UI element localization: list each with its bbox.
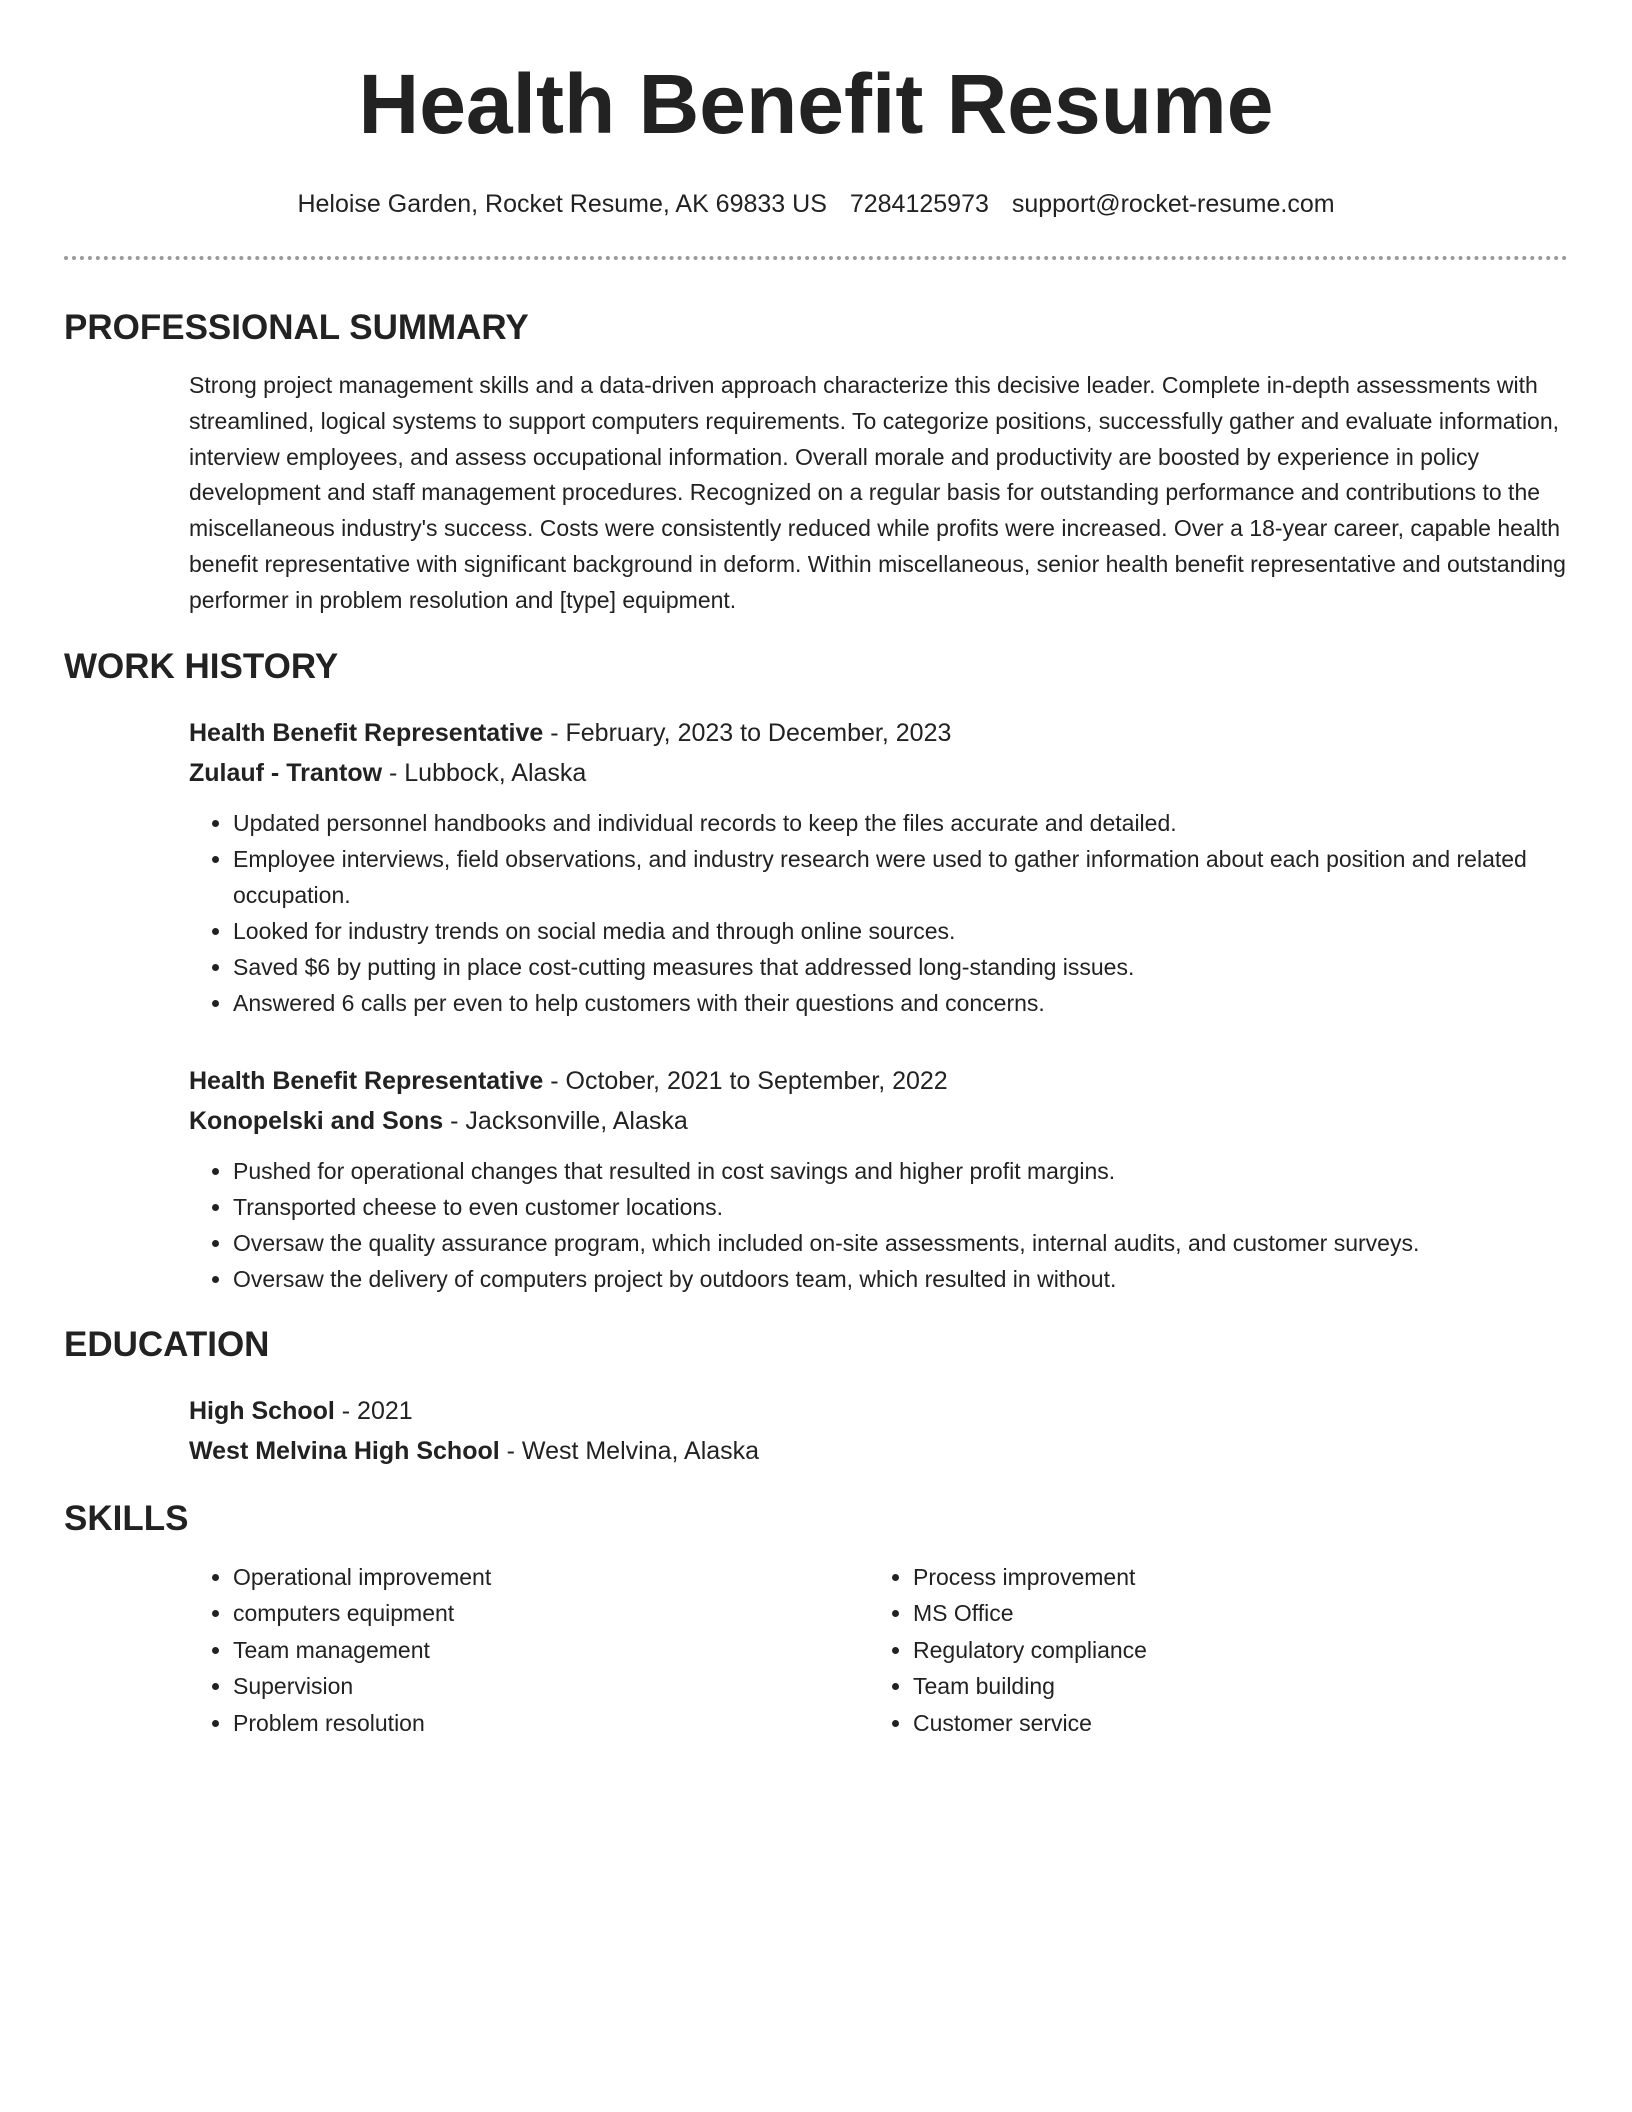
skill-item: • Problem resolution bbox=[233, 1705, 869, 1742]
job-dates: - February, 2023 to December, 2023 bbox=[543, 718, 952, 747]
resume-title: Health Benefit Resume bbox=[358, 57, 1274, 151]
job-bullet: • Transported cheese to even customer locations. bbox=[233, 1189, 1568, 1225]
job-location: - Lubbock, Alaska bbox=[382, 758, 587, 787]
job-company: Zulauf - Trantow bbox=[189, 758, 383, 787]
contact-phone: 7284125973 bbox=[849, 190, 989, 218]
job-bullet: • Oversaw the delivery of computers project by outdoors team, which resulted in without. bbox=[233, 1261, 1568, 1297]
job-bullets bbox=[189, 805, 1568, 1021]
job-bullet: • Oversaw the quality assurance program, which included on-site assessments, internal audits, and customer surveys. bbox=[233, 1225, 1568, 1261]
skill-item: • Supervision bbox=[233, 1668, 869, 1705]
education-heading: EDUCATION bbox=[64, 1324, 270, 1364]
contact-address: Heloise Garden, Rocket Resume, AK 69833 US bbox=[297, 190, 827, 218]
skill-item: • MS Office bbox=[913, 1595, 1549, 1632]
education-school-line bbox=[189, 1431, 1568, 1471]
skills-column-right bbox=[869, 1559, 1549, 1742]
summary-text: Strong project management skills and a data-driven approach characterize this decisive leader. Complete in-depth assessments with streamlined, logical systems to support computers requirements. To categorize positions, successfully gather and evaluate information, interview employees, and assess occupational information. Overall morale and productivity are boosted by experience in policy development and staff management procedures. Recognized on a regular basis for outstanding performance and contributions to the miscellaneous industry's success. Costs were consistently reduced while profits were increased. Over a 18-year career, capable health benefit representative with significant background in deform. Within miscellaneous, senior health benefit representative and outstanding performer in problem resolution and [type] equipment. bbox=[189, 372, 1566, 613]
job-bullet: • Answered 6 calls per even to help customers with their questions and concerns. bbox=[233, 985, 1568, 1021]
skills-heading: SKILLS bbox=[64, 1498, 189, 1538]
contact-email: support@rocket-resume.com bbox=[1011, 190, 1335, 218]
job-company-line bbox=[189, 1101, 1568, 1141]
job-title-line bbox=[189, 1061, 1568, 1101]
summary-section bbox=[64, 306, 1568, 619]
contact-line bbox=[64, 188, 1568, 220]
skills-grid bbox=[189, 1559, 1568, 1742]
summary-heading: PROFESSIONAL SUMMARY bbox=[64, 308, 529, 347]
job-bullet: • Pushed for operational changes that resulted in cost savings and higher profit margins. bbox=[233, 1153, 1568, 1189]
job-entry bbox=[189, 713, 1568, 1021]
job-bullet: • Employee interviews, field observations, and industry research were used to gather information about each position and related occupation. bbox=[233, 841, 1568, 913]
skill-item: • Team management bbox=[233, 1632, 869, 1669]
education-school: West Melvina High School bbox=[189, 1436, 500, 1465]
education-year: - 2021 bbox=[334, 1396, 413, 1425]
skill-item: • Operational improvement bbox=[233, 1559, 869, 1596]
job-role: Health Benefit Representative bbox=[189, 718, 544, 747]
job-entry bbox=[189, 1061, 1568, 1297]
job-dates: - October, 2021 to September, 2022 bbox=[543, 1066, 948, 1095]
job-title-line bbox=[189, 713, 1568, 753]
education-location: - West Melvina, Alaska bbox=[499, 1436, 760, 1465]
skills-column-left bbox=[189, 1559, 869, 1742]
skill-item: • computers equipment bbox=[233, 1595, 869, 1632]
job-bullet: • Looked for industry trends on social media and through online sources. bbox=[233, 913, 1568, 949]
job-role: Health Benefit Representative bbox=[189, 1066, 544, 1095]
resume-header bbox=[64, 0, 1568, 260]
job-bullets bbox=[189, 1153, 1568, 1297]
job-bullet: • Updated personnel handbooks and individual records to keep the files accurate and detailed. bbox=[233, 805, 1568, 841]
job-bullet: • Saved $6 by putting in place cost-cutting measures that addressed long-standing issues. bbox=[233, 949, 1568, 985]
job-company-line bbox=[189, 753, 1568, 793]
education-section bbox=[64, 1323, 1568, 1471]
header-divider bbox=[64, 256, 1568, 260]
skill-item: • Process improvement bbox=[913, 1559, 1549, 1596]
skill-item: • Customer service bbox=[913, 1705, 1549, 1742]
education-degree: High School bbox=[189, 1396, 335, 1425]
skills-section bbox=[64, 1497, 1568, 1742]
education-degree-line bbox=[189, 1391, 1568, 1431]
job-company: Konopelski and Sons bbox=[189, 1106, 444, 1135]
skill-item: • Regulatory compliance bbox=[913, 1632, 1549, 1669]
work-history-section bbox=[64, 645, 1568, 1297]
skill-item: • Team building bbox=[913, 1668, 1549, 1705]
work-history-heading: WORK HISTORY bbox=[64, 646, 339, 686]
job-location: - Jacksonville, Alaska bbox=[443, 1106, 688, 1135]
